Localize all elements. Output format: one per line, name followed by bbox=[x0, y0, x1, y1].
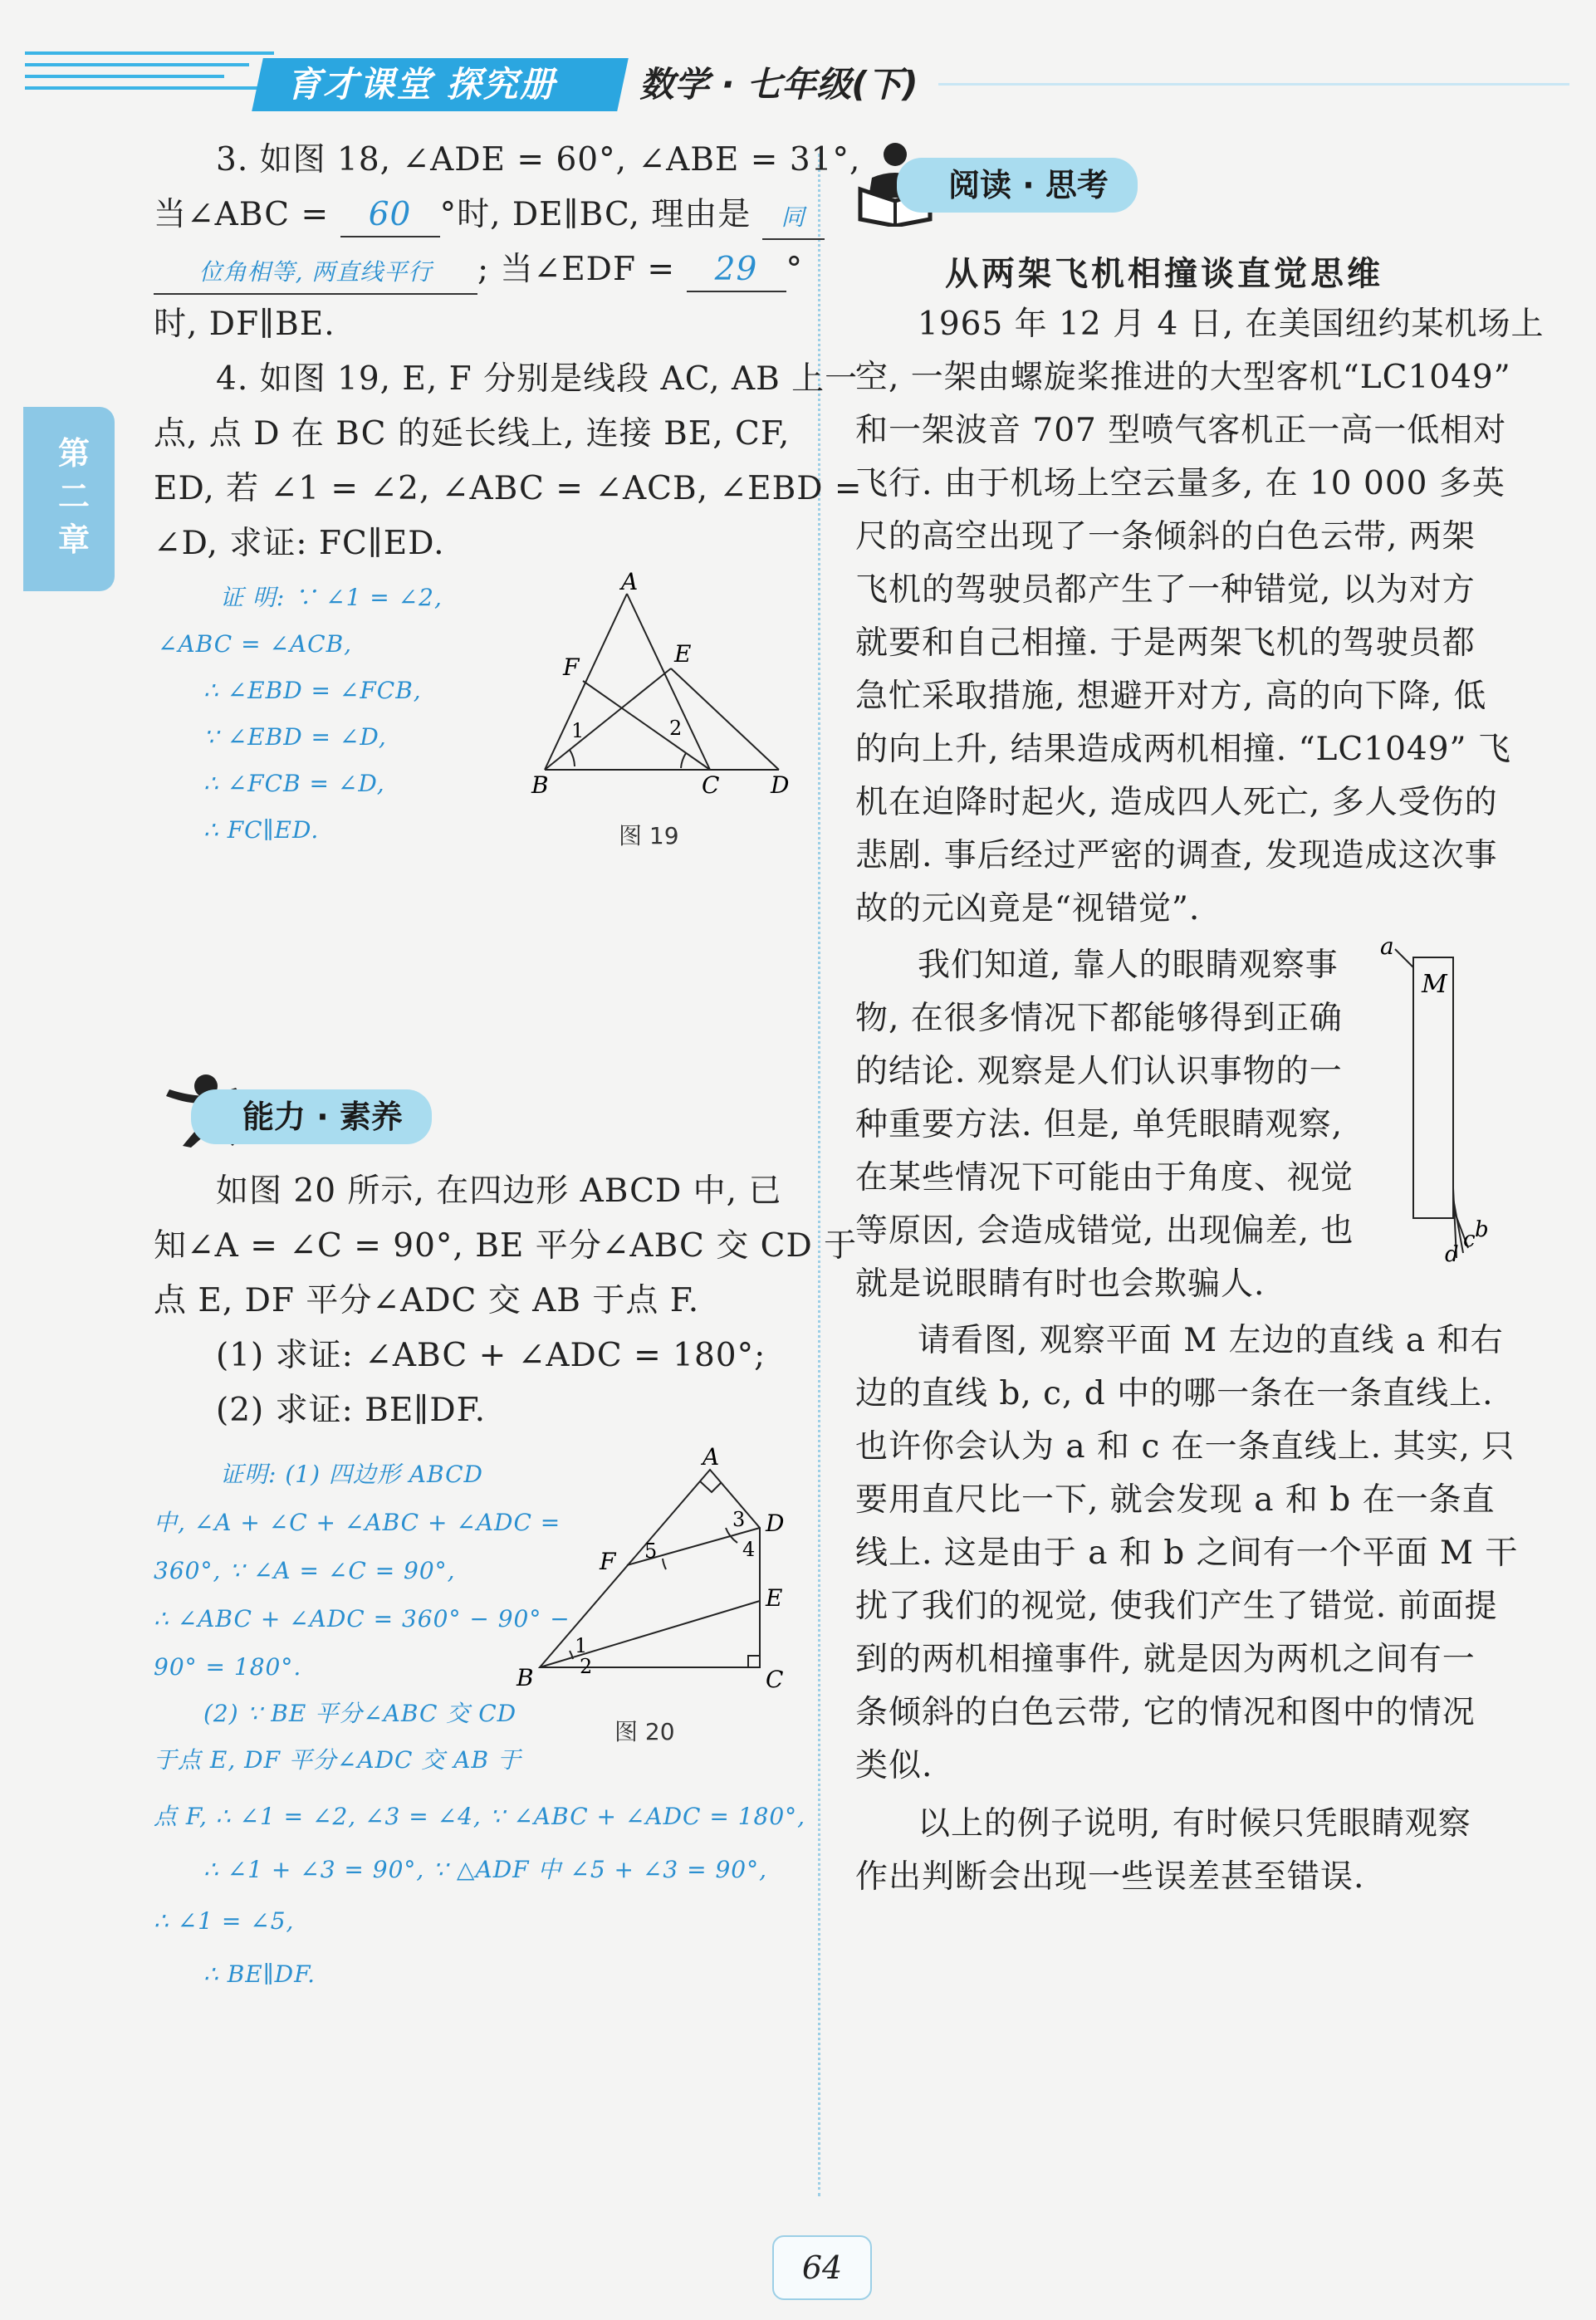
chapter-tab-char: 章 bbox=[57, 521, 90, 558]
column-divider bbox=[818, 154, 820, 2196]
figure-19 bbox=[523, 569, 805, 810]
reading-p1-line: 故的元凶竟是“视错觉”. bbox=[855, 890, 1201, 928]
fig20-label-d: D bbox=[766, 1510, 785, 1537]
q3-text: ° bbox=[786, 251, 803, 288]
ability-proof-line: 360°, ∵ ∠A = ∠C = 90°, bbox=[154, 1557, 456, 1584]
figure-20-caption: 图 20 bbox=[614, 1718, 675, 1745]
q3-line1: 3. 如图 18, ∠ADE = 60°, ∠ABE = 31°, bbox=[216, 141, 861, 179]
reading-p2-line: 我们知道, 靠人的眼睛观察事 bbox=[918, 947, 1339, 984]
q3-answer-angle: 60 bbox=[340, 194, 440, 237]
reading-p3-line: 要用直尺比一下, 就会发现 a 和 b 在一条直 bbox=[855, 1481, 1496, 1519]
fig20-angle-1: 1 bbox=[575, 1634, 588, 1657]
reading-p1-line: 和一架波音 707 型喷气客机正一高一低相对 bbox=[855, 412, 1507, 449]
fig20-angle-2: 2 bbox=[580, 1655, 593, 1678]
fig19-label-e: E bbox=[674, 640, 692, 668]
q4-proof-line: ∴ FC∥ED. bbox=[203, 816, 320, 844]
q4-line1: 4. 如图 19, E, F 分别是线段 AC, AB 上一 bbox=[216, 360, 859, 398]
q3-text: 当∠ABC = bbox=[154, 196, 330, 233]
reading-p3-line: 条倾斜的白色云带, 它的情况和图中的情况 bbox=[855, 1694, 1476, 1731]
reading-p1-line: 空, 一架由螺旋桨推进的大型客机“LC1049” bbox=[855, 359, 1511, 396]
figure-19-caption: 图 19 bbox=[619, 822, 679, 849]
header-subject: 数学 · 七年级(下) bbox=[639, 64, 918, 105]
ability-proof-line: ∴ BE∥DF. bbox=[203, 1960, 316, 1988]
ability-line2: 知∠A = ∠C = 90°, BE 平分∠ABC 交 CD 于 bbox=[154, 1227, 858, 1265]
ability-question-2: (2) 求证: BE∥DF. bbox=[216, 1392, 486, 1429]
reading-p1-line: 悲剧. 事后经过严密的调查, 发现造成这次事 bbox=[855, 837, 1498, 874]
q3-line4: 时, DF∥BE. bbox=[154, 306, 335, 343]
plane-fig-label-b: b bbox=[1475, 1217, 1489, 1242]
q3-text: °时, DE∥BC, 理由是 bbox=[439, 196, 751, 233]
reading-p2-line: 种重要方法. 但是, 单凭眼睛观察, bbox=[855, 1106, 1343, 1143]
q3-line2 bbox=[154, 188, 825, 242]
fig19-angle-2: 2 bbox=[669, 717, 683, 740]
header-banner-title: 育才课堂 探究册 bbox=[286, 64, 556, 105]
figure-20 bbox=[507, 1445, 805, 1694]
q3-line3 bbox=[154, 242, 803, 297]
reading-p1-line: 飞行. 由于机场上空云量多, 在 10 000 多英 bbox=[855, 465, 1505, 502]
q3-answer-edf: 29 bbox=[687, 249, 786, 292]
reading-p3-line: 到的两机相撞事件, 就是因为两机之间有一 bbox=[855, 1641, 1476, 1678]
fig19-label-a: A bbox=[621, 569, 639, 595]
fig20-label-e: E bbox=[766, 1584, 783, 1612]
q3-text: ; 当∠EDF = bbox=[477, 251, 676, 288]
q4-line4: ∠D, 求证: FC∥ED. bbox=[154, 525, 445, 562]
reading-p1-line: 尺的高空出现了一条倾斜的白色云带, 两架 bbox=[855, 518, 1476, 556]
reading-p1-line: 急忙采取措施, 想避开对方, 高的向下降, 低 bbox=[855, 678, 1487, 715]
plane-fig-label-c: c bbox=[1463, 1227, 1476, 1252]
fig19-label-c: C bbox=[702, 771, 720, 799]
q4-proof-line: ∠ABC = ∠ACB, bbox=[158, 630, 353, 658]
ability-proof-line: 点 F, ∴ ∠1 = ∠2, ∠3 = ∠4, ∵ ∠ABC + ∠ADC = 180°, bbox=[154, 1803, 806, 1830]
chapter-tab-label bbox=[53, 432, 95, 561]
fig19-label-b: B bbox=[531, 771, 549, 799]
fig19-label-d: D bbox=[771, 771, 790, 799]
ability-proof-line: 于点 E, DF 平分∠ADC 交 AB 于 bbox=[154, 1746, 521, 1774]
reading-p1-line: 机在迫降时起火, 造成四人死亡, 多人受伤的 bbox=[855, 784, 1498, 821]
ability-proof-line: ∴ ∠ABC + ∠ADC = 360° − 90° − bbox=[154, 1605, 570, 1632]
reading-p1-line: 就要和自己相撞. 于是两架飞机的驾驶员都 bbox=[855, 624, 1476, 662]
reading-p3-line: 扰了我们的视觉, 使我们产生了错觉. 前面提 bbox=[855, 1588, 1498, 1625]
q4-proof-line: ∴ ∠EBD = ∠FCB, bbox=[203, 677, 422, 704]
ability-proof-line: ∴ ∠1 = ∠5, bbox=[154, 1907, 295, 1935]
ability-proof-line: 中, ∠A + ∠C + ∠ABC + ∠ADC = bbox=[154, 1509, 561, 1536]
plane-m-figure bbox=[1370, 934, 1503, 1266]
ability-question-1: (1) 求证: ∠ABC + ∠ADC = 180°; bbox=[216, 1337, 766, 1374]
reading-p1-line: 的向上升, 结果造成两机相撞. “LC1049” 飞 bbox=[855, 731, 1511, 768]
header-decoration-lines bbox=[25, 51, 274, 118]
ability-proof-line: 证明: (1) 四边形 ABCD bbox=[220, 1461, 483, 1488]
reading-p3-line: 线上. 这是由于 a 和 b 之间有一个平面 M 干 bbox=[855, 1534, 1519, 1572]
fig20-label-c: C bbox=[766, 1666, 784, 1693]
ability-proof-line: (2) ∵ BE 平分∠ABC 交 CD bbox=[203, 1700, 517, 1727]
plane-fig-label-d: d bbox=[1445, 1242, 1459, 1266]
reading-p2-line: 物, 在很多情况下都能够得到正确 bbox=[855, 1000, 1343, 1037]
q4-proof-line: 证 明: ∵ ∠1 = ∠2, bbox=[220, 584, 443, 611]
reading-p2-line: 的结论. 观察是人们认识事物的一 bbox=[855, 1053, 1343, 1090]
ability-proof-line: 90° = 180°. bbox=[154, 1653, 302, 1681]
fig20-label-f: F bbox=[600, 1548, 616, 1575]
fig20-label-b: B bbox=[516, 1664, 534, 1691]
fig19-label-f: F bbox=[563, 653, 580, 681]
ability-line3: 点 E, DF 平分∠ADC 交 AB 于点 F. bbox=[154, 1282, 700, 1319]
q3-answer-reason: 位角相等, 两直线平行 bbox=[154, 252, 477, 295]
q4-line3: ED, 若 ∠1 = ∠2, ∠ABC = ∠ACB, ∠EBD = bbox=[154, 470, 863, 507]
reading-title: 从两架飞机相撞谈直觉思维 bbox=[945, 254, 1383, 293]
reading-p3-line: 边的直线 b, c, d 中的哪一条在一条直线上. bbox=[855, 1375, 1494, 1412]
q4-proof-line: ∴ ∠FCB = ∠D, bbox=[203, 770, 385, 797]
reading-p2-line: 就是说眼睛有时也会欺骗人. bbox=[855, 1265, 1266, 1303]
q4-proof-line: ∵ ∠EBD = ∠D, bbox=[203, 723, 387, 751]
page-number: 64 bbox=[801, 2249, 843, 2286]
reading-p3-line: 请看图, 观察平面 M 左边的直线 a 和右 bbox=[918, 1322, 1504, 1359]
fig20-angle-3: 3 bbox=[732, 1508, 746, 1531]
reading-p1-line: 1965 年 12 月 4 日, 在美国纽约某机场上 bbox=[918, 306, 1545, 343]
reading-banner: 阅读 · 思考 bbox=[897, 158, 1138, 213]
fig19-angle-1: 1 bbox=[571, 719, 585, 742]
reading-p2-line: 等原因, 会造成错觉, 出现偏差, 也 bbox=[855, 1212, 1354, 1250]
ability-proof-line: ∴ ∠1 + ∠3 = 90°, ∵ △ADF 中 ∠5 + ∠3 = 90°, bbox=[203, 1856, 767, 1883]
reading-p2-line: 在某些情况下可能由于角度、视觉 bbox=[855, 1159, 1354, 1197]
header-rule bbox=[938, 83, 1569, 86]
reading-p4-line: 作出判断会出现一些误差甚至错误. bbox=[855, 1858, 1365, 1896]
reading-p4-line: 以上的例子说明, 有时候只凭眼睛观察 bbox=[918, 1805, 1471, 1843]
q4-line2: 点, 点 D 在 BC 的延长线上, 连接 BE, CF, bbox=[154, 415, 791, 453]
reading-p3-line: 也许你会认为 a 和 c 在一条直线上. 其实, 只 bbox=[855, 1428, 1515, 1466]
ability-banner: 能力 · 素养 bbox=[191, 1089, 432, 1144]
fig20-label-a: A bbox=[703, 1445, 720, 1471]
reading-p1-line: 飞机的驾驶员都产生了一种错觉, 以为对方 bbox=[855, 571, 1476, 609]
q3-answer-reason-start: 同 bbox=[762, 197, 825, 240]
chapter-tab-char: 第 bbox=[57, 435, 90, 472]
plane-fig-label-m: M bbox=[1422, 970, 1447, 999]
plane-fig-label-a: a bbox=[1380, 934, 1394, 960]
fig20-angle-5: 5 bbox=[644, 1539, 658, 1563]
chapter-tab-char: 二 bbox=[57, 478, 90, 515]
fig20-angle-4: 4 bbox=[742, 1538, 756, 1561]
ability-line1: 如图 20 所示, 在四边形 ABCD 中, 已 bbox=[216, 1172, 782, 1210]
reading-p3-line: 类似. bbox=[855, 1747, 933, 1784]
